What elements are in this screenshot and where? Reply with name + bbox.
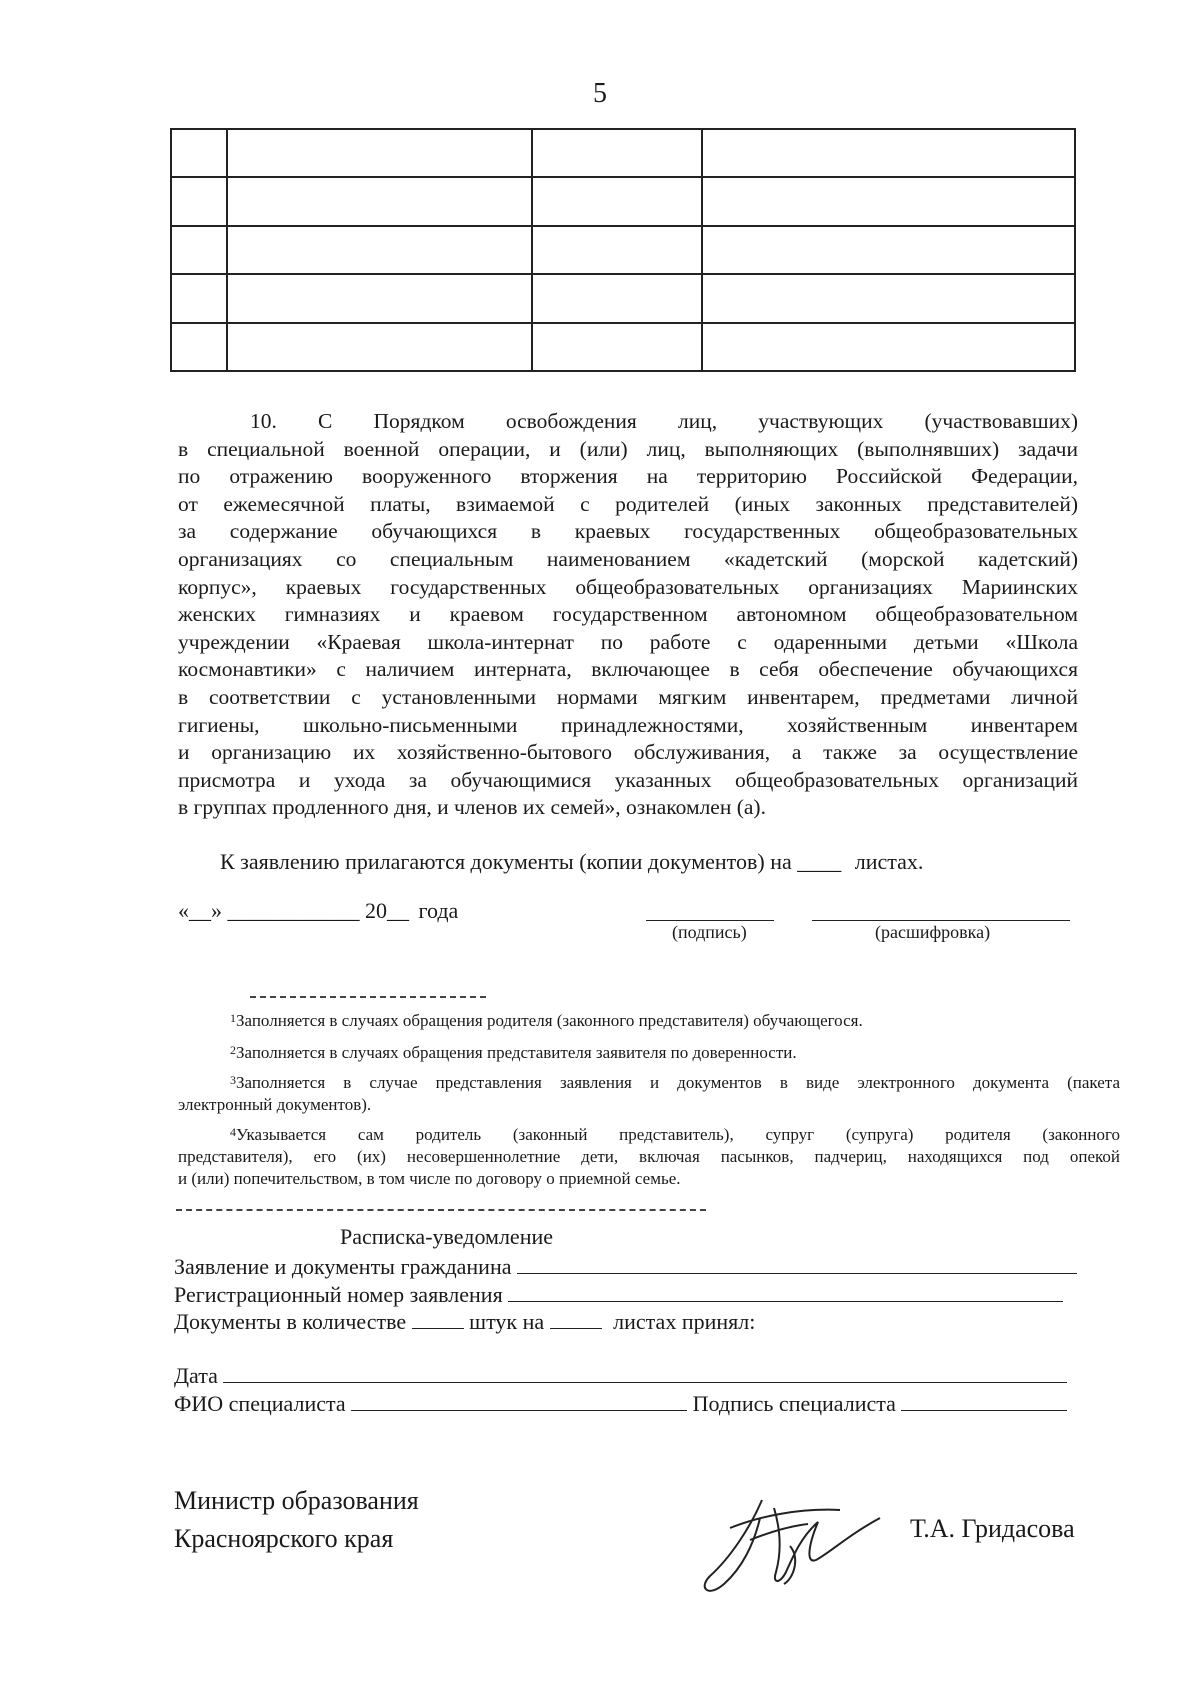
applicant-line xyxy=(174,1253,1077,1280)
year-prefix: 20 xyxy=(365,898,387,923)
table-cell xyxy=(702,129,1075,177)
table-cell xyxy=(532,323,702,371)
paragraph-line: в специальной военной операции, и (или) лиц, выполняющих (выполнявших) задачи xyxy=(178,436,1078,461)
table-cell xyxy=(171,226,227,274)
attachments-prefix: К заявлению прилагаются документы (копии документов) на xyxy=(220,849,792,874)
signature-caption: (подпись) xyxy=(672,922,747,942)
table-cell xyxy=(171,129,227,177)
receipt-title: Расписка-уведомление xyxy=(340,1224,554,1249)
table-cell xyxy=(532,226,702,274)
paragraph-line: в группах продленного дня, и членов их семей», ознакомлен (а). xyxy=(178,795,766,820)
registration-label: Регистрационный номер заявления xyxy=(174,1282,503,1307)
table-cell xyxy=(171,323,227,371)
attachments-line xyxy=(220,849,923,875)
table-cell xyxy=(227,274,532,322)
table-cell xyxy=(171,274,227,322)
blank-table xyxy=(170,128,1076,372)
table-row xyxy=(171,177,1075,225)
table-row xyxy=(171,226,1075,274)
table-row xyxy=(171,274,1075,322)
table-cell xyxy=(702,274,1075,322)
day-blank: __ xyxy=(189,898,211,923)
paragraph-line: женских гимназиях и краевом государственном автономном общеобразовательном xyxy=(178,602,1078,627)
position-line-2: Красноярского края xyxy=(174,1524,394,1553)
applicant-field[interactable] xyxy=(517,1253,1077,1274)
table-cell xyxy=(702,226,1075,274)
month-blank: ____________ xyxy=(227,898,360,923)
table-cell xyxy=(532,129,702,177)
footnote-1: $^1$Заполняется в случаях обращения родителя (законного представителя) обучающегося. xyxy=(230,1011,863,1030)
docs-pieces-label: штук на xyxy=(469,1309,545,1334)
paragraph-line: и организацию их хозяйственно-бытового обслуживания, а также за осуществление xyxy=(178,740,1078,765)
minister-position xyxy=(174,1482,419,1558)
year-word: года xyxy=(418,898,459,923)
close-quote: » xyxy=(211,898,222,923)
transcript-underline xyxy=(812,920,1070,921)
footnote-separator xyxy=(250,996,486,998)
specialist-signature-field[interactable] xyxy=(901,1390,1067,1411)
signature-underline xyxy=(646,920,774,921)
paragraph-line: от ежемесячной платы, взимаемой с родителей (иных законных представителей) xyxy=(178,491,1078,516)
table-cell xyxy=(702,177,1075,225)
paragraph-10 xyxy=(178,408,1078,822)
date-label: Дата xyxy=(174,1363,218,1388)
table-cell xyxy=(532,274,702,322)
specialist-line xyxy=(174,1390,1067,1417)
paragraph-line: корпус», краевых государственных общеобразовательных организациях Мариинских xyxy=(178,574,1078,599)
handwritten-signature xyxy=(690,1488,890,1598)
open-quote: « xyxy=(178,898,189,923)
registration-line xyxy=(174,1281,1063,1308)
docs-count-label: Документы в количестве xyxy=(174,1309,407,1334)
applicant-label: Заявление и документы гражданина xyxy=(174,1254,512,1279)
specialist-name-label: ФИО специалиста xyxy=(174,1391,346,1416)
table-cell xyxy=(227,177,532,225)
table-row xyxy=(171,323,1075,371)
table-cell xyxy=(171,177,227,225)
paragraph-line: гигиены, школьно-письменными принадлежностями, хозяйственным инвентарем xyxy=(178,712,1078,737)
paragraph-line: космонавтики» с наличием интерната, включающее в себя обеспечение обучающихся xyxy=(178,657,1078,682)
paragraph-line: учреждении «Краевая школа-интернат по работе с одаренными детьми «Школа xyxy=(178,629,1078,654)
table-cell xyxy=(227,323,532,371)
specialist-name-field[interactable] xyxy=(351,1390,687,1411)
paragraph-line: присмотра и ухода за обучающимися указанных общеобразовательных организаций xyxy=(178,767,1078,792)
specialist-signature-label: Подпись специалиста xyxy=(692,1391,896,1416)
year-blank: __ xyxy=(387,898,409,923)
attachments-suffix: листах. xyxy=(854,849,924,874)
date-field-line xyxy=(174,1362,1067,1389)
registration-number-field[interactable] xyxy=(508,1281,1063,1302)
docs-sheets-field[interactable] xyxy=(550,1308,602,1329)
table-cell xyxy=(532,177,702,225)
sheets-count-blank: ____ xyxy=(797,849,842,874)
footnote-4: $^4$Указывается сам родитель (законный представитель), супруг (супруга) родителя (законного представителя), его (их) несовершеннолетние дети, включая пасынков, падчериц, находящихся под опекой и (или) попечительством, в том числе по договору о приемной семье. xyxy=(178,1125,1120,1188)
footnote-2: $^2$Заполняется в случаях обращения представителя заявителя по доверенности. xyxy=(230,1043,797,1062)
paragraph-line: за содержание обучающихся в краевых государственных общеобразовательных xyxy=(178,519,1078,544)
table-cell xyxy=(702,323,1075,371)
signer-name: Т.А. Гридасова xyxy=(910,1514,1075,1543)
footnote-3: $^3$Заполняется в случае представления заявления и документов в виде электронного документа (пакета электронный документов). xyxy=(178,1073,1120,1114)
date-line xyxy=(178,898,458,924)
table-cell xyxy=(227,129,532,177)
paragraph-line: в соответствии с установленными нормами мягким инвентарем, предметами личной xyxy=(178,684,1078,709)
docs-count-field[interactable] xyxy=(412,1308,464,1329)
paragraph-line: по отражению вооруженного вторжения на территорию Российской Федерации, xyxy=(178,464,1078,489)
table-cell xyxy=(227,226,532,274)
receipt-separator xyxy=(176,1209,706,1211)
date-field[interactable] xyxy=(223,1362,1067,1383)
page-number: 5 xyxy=(593,78,607,109)
paragraph-line: 10. С Порядком освобождения лиц, участвующих (участвовавших) xyxy=(250,409,1078,433)
documents-line xyxy=(174,1308,755,1335)
table-row xyxy=(171,129,1075,177)
paragraph-line: организациях со специальным наименованием «кадетский (морской кадетский) xyxy=(178,546,1078,571)
transcript-caption: (расшифровка) xyxy=(875,922,991,942)
position-line-1: Министр образования xyxy=(174,1486,419,1515)
docs-accepted-label: листах принял: xyxy=(613,1309,756,1334)
